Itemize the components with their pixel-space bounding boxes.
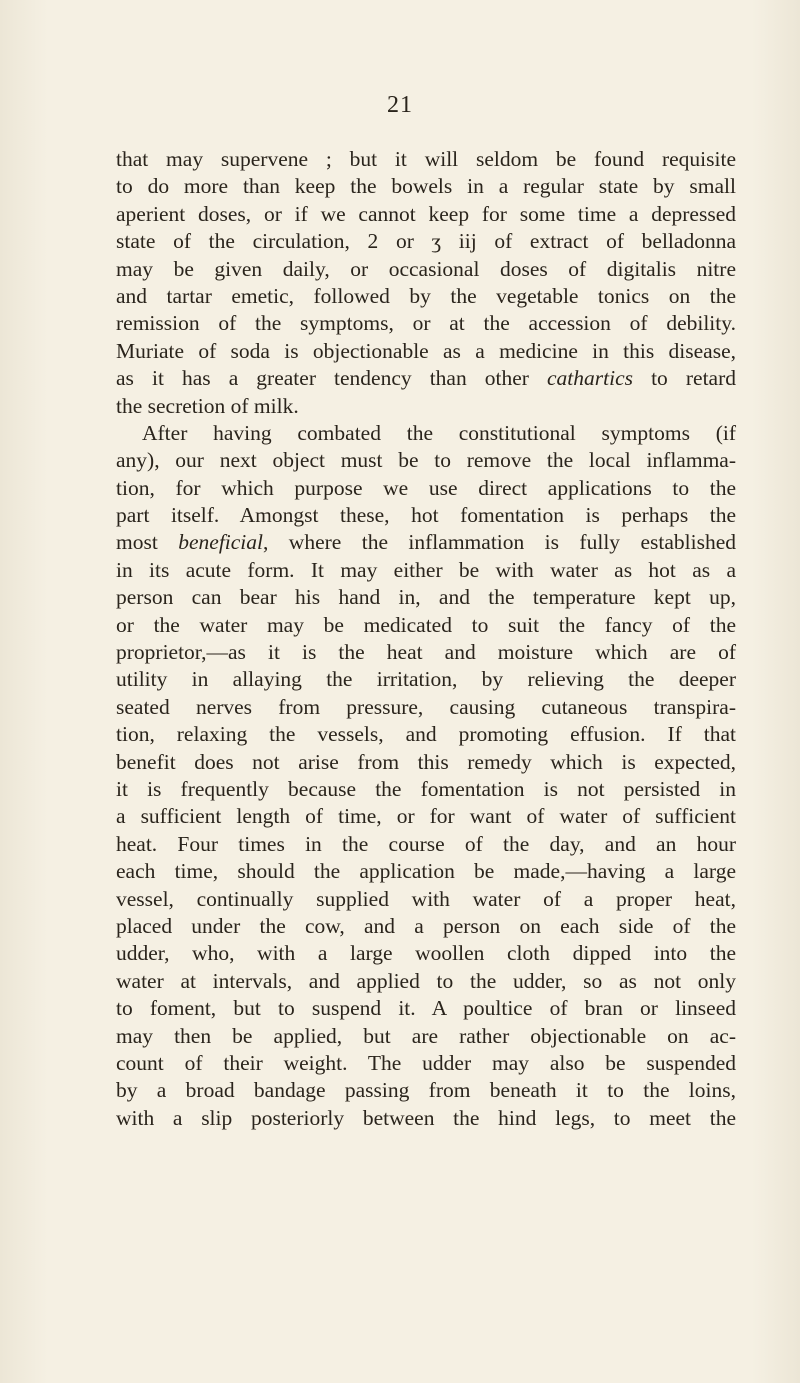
text-line: any), our next object must be to remove the local inflamma- <box>116 448 736 473</box>
text-line: heat. Four times in the course of the day, and an hour <box>116 831 736 856</box>
text-line: count of their weight. The udder may also be suspended <box>116 1050 736 1075</box>
line-segment: , where the inflammation is fully established <box>263 530 736 555</box>
text-line: After having combated the constitutional symptoms (if <box>142 420 736 445</box>
italic-term: cathartics <box>547 366 634 391</box>
text-line: tion, for which purpose we use direct applications to the <box>116 475 736 500</box>
italic-term: beneficial <box>178 530 264 555</box>
text-line: placed under the cow, and a person on each side of the <box>116 913 736 938</box>
text-line: or the water may be medicated to suit the fancy of the <box>116 612 736 637</box>
text-line: person can bear his hand in, and the temperature kept up, <box>116 585 736 610</box>
line-segment: most <box>116 530 179 555</box>
text-line: with a slip posteriorly between the hind legs, to meet the <box>116 1105 736 1130</box>
text-line: seated nerves from pressure, causing cutaneous transpira- <box>116 694 736 719</box>
text-line: part itself. Amongst these, hot fomentation is perhaps the <box>116 503 736 528</box>
text-line: benefit does not arise from this remedy which is expected, <box>116 749 736 774</box>
text-line: the secretion of milk. <box>116 393 299 418</box>
line-segment: to retard <box>633 366 736 391</box>
text-line: in its acute form. It may either be with water as hot as a <box>116 557 736 582</box>
page-number: 21 <box>387 92 413 118</box>
line-segment: as it has a greater tendency than other <box>116 366 548 391</box>
text-line: may be given daily, or occasional doses of digitalis nitre <box>116 256 736 281</box>
text-line: utility in allaying the irritation, by relieving the deeper <box>116 667 736 692</box>
text-line: that may supervene ; but it will seldom be found requisite <box>116 147 736 171</box>
text-line: tion, relaxing the vessels, and promoting effusion. If that <box>116 722 736 747</box>
text-line: Muriate of soda is objectionable as a medicine in this disease, <box>116 338 736 363</box>
text-line: may then be applied, but are rather objectionable on ac- <box>116 1023 736 1048</box>
text-line: and tartar emetic, followed by the vegetable tonics on the <box>116 283 736 308</box>
body-text <box>116 146 736 1132</box>
text-line: to foment, but to suspend it. A poultice of bran or linseed <box>116 996 736 1021</box>
text-line: water at intervals, and applied to the udder, so as not only <box>116 968 736 993</box>
text-line: each time, should the application be made,—having a large <box>116 859 736 884</box>
text-line: remission of the symptoms, or at the accession of debility. <box>116 311 736 336</box>
text-line: proprietor,—as it is the heat and moisture which are of <box>116 640 736 665</box>
text-line: to do more than keep the bowels in a regular state by small <box>116 174 736 199</box>
text-line: it is frequently because the fomentation is not persisted in <box>116 776 736 801</box>
text-line: aperient doses, or if we cannot keep for some time a depressed <box>116 201 736 226</box>
text-line <box>116 529 736 556</box>
text-line: state of the circulation, 2 or ʒ iij of extract of belladonna <box>116 229 736 254</box>
text-line <box>116 365 736 392</box>
text-line: by a broad bandage passing from beneath it to the loins, <box>116 1078 736 1103</box>
text-line: udder, who, with a large woollen cloth dipped into the <box>116 941 736 966</box>
text-line: a sufficient length of time, or for want of water of sufficient <box>116 804 736 829</box>
text-line: vessel, continually supplied with water of a proper heat, <box>116 886 736 911</box>
